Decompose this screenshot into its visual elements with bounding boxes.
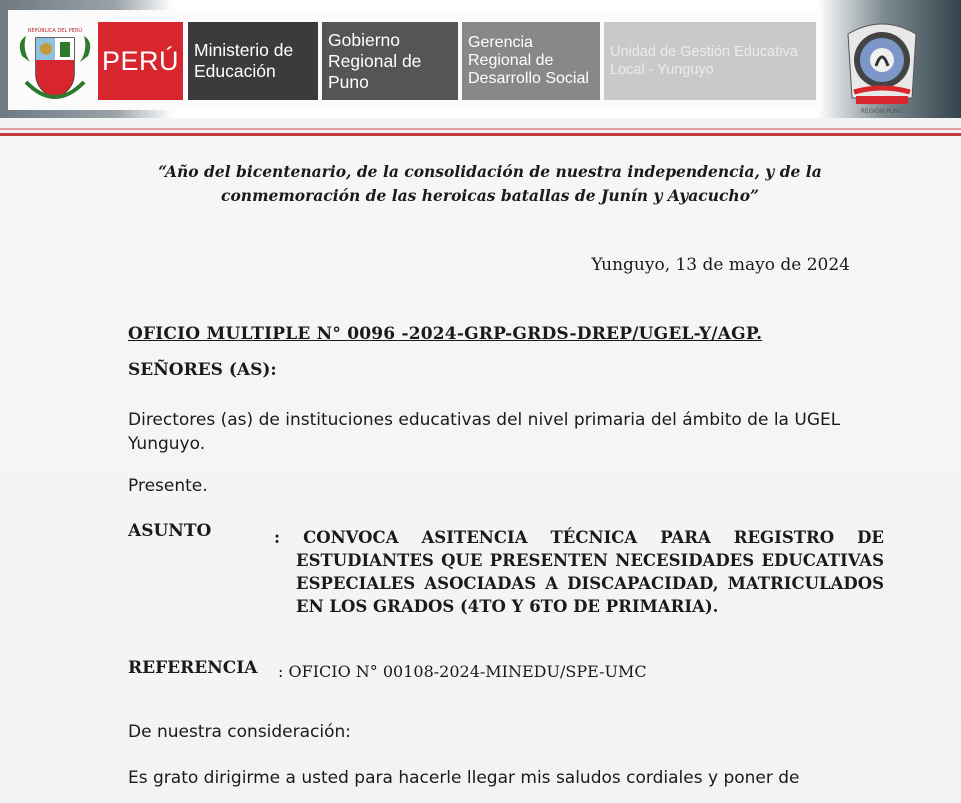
referencia-value: : OFICIO N° 00108-2024-MINEDU/SPE-UMC: [278, 662, 647, 681]
social-management-label: Gerencia Regional de Desarrollo Social: [468, 34, 589, 87]
peru-label: PERÚ: [101, 45, 179, 76]
asunto-value: : CONVOCA ASITENCIA TÉCNICA PARA REGISTRO DE ESTUDIANTES QUE PRESENTEN NECESIDADES EDUCATIVAS ESPECIALES ASOCIADAS A DISCAPACIDAD, MATRICULADOS EN LOS GRADOS (4TO Y 6TO DE PRIMARIA).: [274, 528, 884, 616]
shield-caption: REPÚBLICA DEL PERÚ: [27, 28, 83, 34]
year-motto: “Año del bicentenario, de la consolidación de nuestra independencia, y de la conmemoración de las heroicas batallas de Junín y Ayacucho”: [158, 162, 822, 205]
ministry-box: [188, 22, 318, 100]
region-caption: REGION PUNO: [860, 108, 904, 115]
letterhead-divider-light: [0, 128, 961, 130]
social-management-box: [462, 22, 600, 100]
ministry-label: Ministerio de Educación: [194, 40, 294, 81]
addressee-heading: SEÑORES (AS):: [128, 360, 277, 380]
regional-government-box: [322, 22, 458, 100]
date-line: Yunguyo, 13 de mayo de 2024: [591, 255, 850, 275]
ugel-box: [604, 22, 816, 100]
letterhead: [0, 0, 961, 135]
referencia-label: REFERENCIA: [128, 658, 258, 678]
asunto-label: ASUNTO: [128, 521, 212, 541]
regional-government-label: Gobierno Regional de Puno: [328, 29, 422, 92]
peru-brand-box: [98, 22, 183, 100]
greeting-line: De nuestra consideración:: [128, 722, 352, 742]
body-paragraph: Es grato dirigirme a usted para hacerle llegar mis saludos cordiales y poner de: [128, 768, 800, 788]
peru-coat-of-arms-icon: [16, 22, 94, 106]
puno-region-emblem-icon: [840, 14, 924, 118]
presente-line: Presente.: [128, 476, 208, 496]
letterhead-divider: [0, 133, 961, 136]
addressees-paragraph: Directores (as) de instituciones educativas del nivel primaria del ámbito de la UGEL Yunguyo.: [128, 410, 841, 454]
oficio-number: OFICIO MULTIPLE N° 0096 -2024-GRP-GRDS-DREP/UGEL-Y/AGP.: [128, 324, 763, 344]
ugel-label: Unidad de Gestión Educativa Local - Yunguyo: [610, 44, 798, 78]
